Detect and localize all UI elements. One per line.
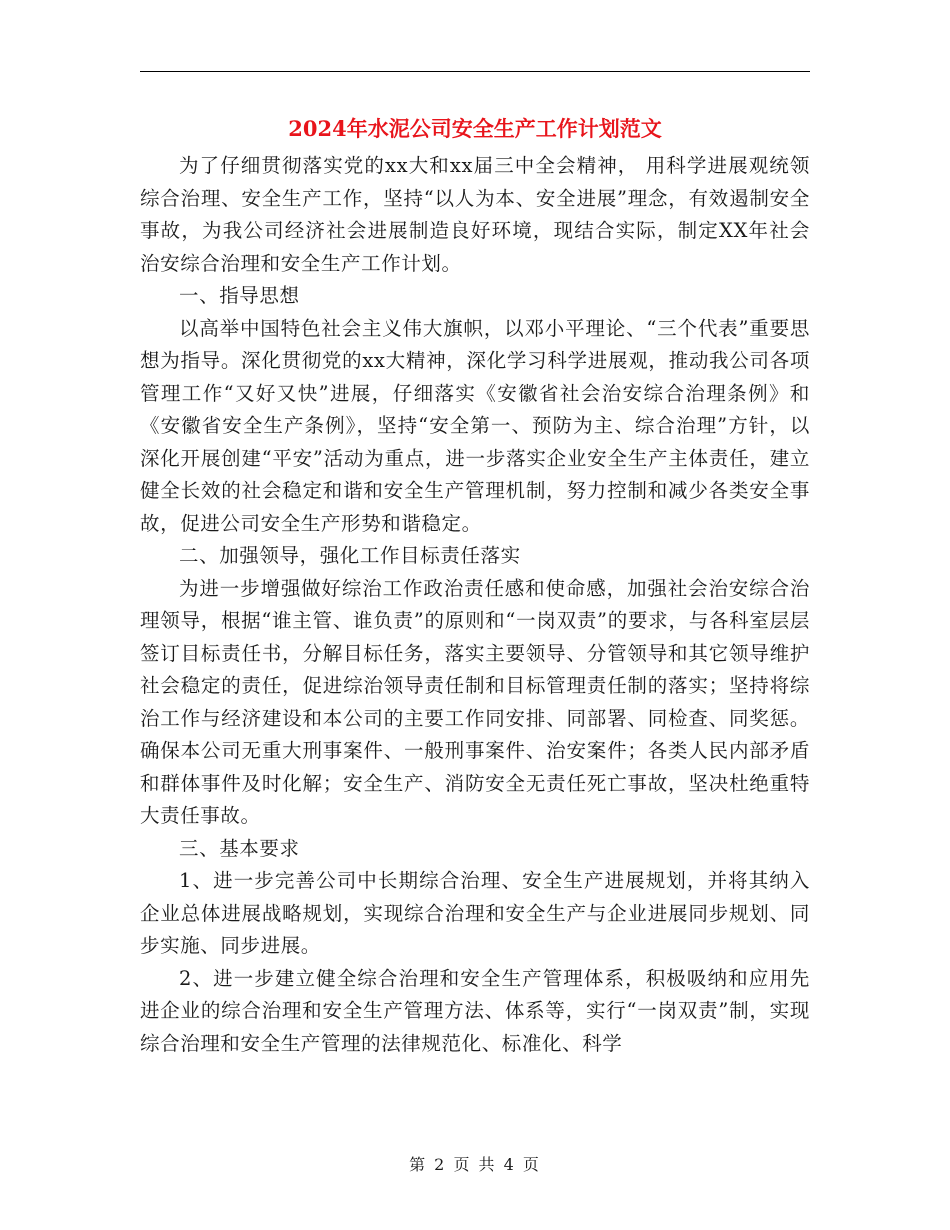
guiding-ideology-paragraph: 以高举中国特色社会主义伟大旗帜，以邓小平理论、“三个代表”重要思想为指导。深化贯彻党的xx大精神，深化学习科学进展观，推动我公司各项管理工作“又好又快”进展，仔细落实《安徽省社会治安综合治理条例》和《安徽省安全生产条例》，坚持“安全第一、预防为主、综合治理”方针，以深化开展创建“平安”活动为重点，进一步落实企业安全生产主体责任，建立健全长效的社会稳定和谐和安全生产管理机制，努力控制和减少各类安全事故，促进公司安全生产形势和谐稳定。: [140, 316, 810, 535]
requirement-item-1: 1、进一步完善公司中长期综合治理、安全生产进展规划，并将其纳入企业总体进展战略规划，实现综合治理和安全生产与企业进展同步规划、同步实施、同步进展。: [140, 869, 810, 957]
document-title: 2024年水泥公司安全生产工作计划范文: [288, 116, 662, 141]
header-rule: [140, 71, 810, 72]
section-heading-guiding-ideology: 一、指导思想: [179, 284, 300, 307]
section-heading-leadership: 二、加强领导，强化工作目标责任落实: [179, 544, 521, 567]
leadership-paragraph: 为进一步增强做好综治工作政治责任感和使命感，加强社会治安综合治理领导，根据“谁主管、谁负责”的原则和“一岗双责”的要求，与各科室层层签订目标责任书，分解目标任务，落实主要领导、分管领导和其它领导维护社会稳定的责任，促进综治领导责任制和目标管理责任制的落实；坚持将综治工作与经济建设和本公司的主要工作同安排、同部署、同检查、同奖惩。确保本公司无重大刑事案件、一般刑事案件、治安案件；各类人民内部矛盾和群体事件及时化解；安全生产、消防安全无责任死亡事故，坚决杜绝重特大责任事故。: [140, 576, 810, 827]
page-number-footer: 第 2 页 共 4 页: [409, 1155, 541, 1174]
requirement-item-2: 2、进一步建立健全综合治理和安全生产管理体系，积极吸纳和应用先进企业的综合治理和安全生产管理方法、体系等，实行“一岗双责”制，实现综合治理和安全生产管理的法律规范化、标准化、科学: [140, 966, 810, 1055]
intro-paragraph: 为了仔细贯彻落实党的xx大和xx届三中全会精神， 用科学进展观统领综合治理、安全生产工作，坚持“以人为本、安全进展”理念，有效遏制安全事故，为我公司经济社会进展制造良好环境，现结合实际，制定XX年社会治安综合治理和安全生产工作计划。: [140, 154, 810, 275]
document-body: [140, 150, 810, 1060]
section-heading-basic-requirements: 三、基本要求: [179, 836, 300, 860]
